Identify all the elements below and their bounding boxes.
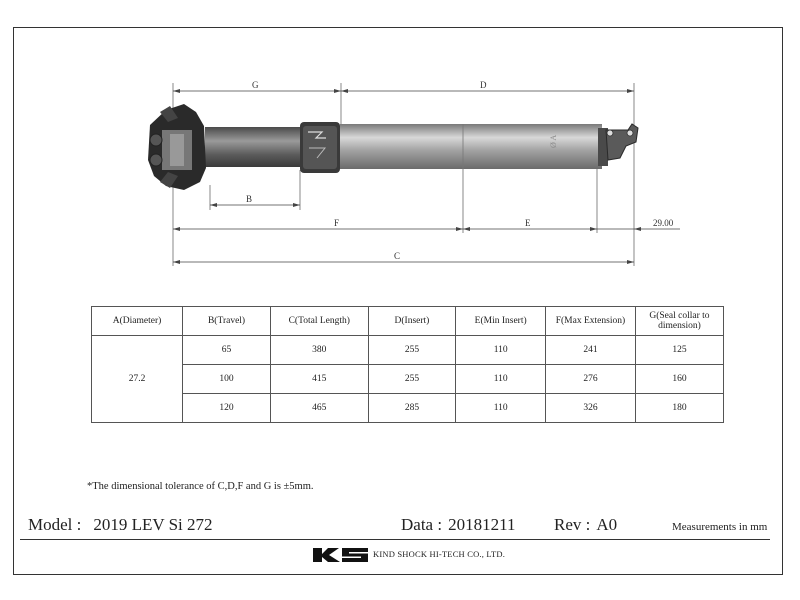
header-travel: B(Travel) bbox=[183, 307, 271, 336]
table-cell: 110 bbox=[456, 394, 546, 423]
table-cell: 160 bbox=[635, 365, 723, 394]
date-value: 20181211 bbox=[448, 515, 516, 534]
dimension-arrows bbox=[173, 89, 641, 264]
revision-label: Rev : bbox=[554, 515, 591, 534]
table-cell: 285 bbox=[368, 394, 456, 423]
table-cell: 255 bbox=[368, 365, 456, 394]
date-field bbox=[401, 515, 515, 535]
stanchion bbox=[205, 127, 301, 167]
table-cell: 110 bbox=[456, 336, 546, 365]
table-row bbox=[92, 336, 724, 365]
diameter-cell: 27.2 bbox=[92, 336, 183, 423]
table-cell: 100 bbox=[183, 365, 271, 394]
spec-table bbox=[91, 306, 724, 423]
outer-tube bbox=[340, 124, 602, 169]
revision-field bbox=[554, 515, 617, 535]
tolerance-note: *The dimensional tolerance of C,D,F and G is ±5mm. bbox=[87, 481, 314, 492]
date-label: Data : bbox=[401, 515, 443, 534]
spec-table-header-row bbox=[92, 307, 724, 336]
table-cell: 465 bbox=[270, 394, 368, 423]
header-insert: D(Insert) bbox=[368, 307, 456, 336]
table-cell: 276 bbox=[545, 365, 635, 394]
revision-value: A0 bbox=[596, 515, 618, 534]
table-cell: 380 bbox=[270, 336, 368, 365]
table-cell: 120 bbox=[183, 394, 271, 423]
header-max-extension: F(Max Extension) bbox=[545, 307, 635, 336]
dim-label-g: G bbox=[252, 80, 259, 90]
table-cell: 415 bbox=[270, 365, 368, 394]
table-cell: 65 bbox=[183, 336, 271, 365]
model-value: 2019 LEV Si 272 bbox=[93, 515, 213, 534]
header-total-length: C(Total Length) bbox=[270, 307, 368, 336]
dim-label-d: D bbox=[480, 80, 487, 90]
dim-label-b: B bbox=[246, 194, 253, 204]
cable-actuator-icon bbox=[606, 124, 638, 160]
header-min-insert: E(Min Insert) bbox=[456, 307, 546, 336]
table-row bbox=[92, 394, 724, 423]
table-cell: 241 bbox=[545, 336, 635, 365]
dim-label-offset: 29.00 bbox=[653, 218, 674, 228]
table-row bbox=[92, 365, 724, 394]
header-diameter: A(Diameter) bbox=[92, 307, 183, 336]
diameter-label: Ø A bbox=[549, 134, 558, 148]
header-seal-collar: G(Seal collar to dimension) bbox=[635, 307, 723, 336]
dim-label-c: C bbox=[394, 251, 401, 261]
table-cell: 180 bbox=[635, 394, 723, 423]
table-cell: 125 bbox=[635, 336, 723, 365]
model-label: Model : bbox=[28, 515, 82, 534]
dim-label-f: F bbox=[334, 218, 340, 228]
table-cell: 326 bbox=[545, 394, 635, 423]
company-name: KIND SHOCK HI-TECH CO., LTD. bbox=[373, 549, 506, 559]
dimension-lines bbox=[173, 91, 680, 262]
model-field bbox=[28, 515, 213, 535]
table-cell: 255 bbox=[368, 336, 456, 365]
table-cell: 110 bbox=[456, 365, 546, 394]
units-note: Measurements in mm bbox=[672, 521, 768, 533]
extension-lines bbox=[173, 83, 634, 266]
seatpost-illustration bbox=[148, 104, 638, 190]
dim-label-e: E bbox=[525, 218, 531, 228]
footer-divider bbox=[20, 539, 770, 540]
ks-logo-icon bbox=[313, 545, 369, 565]
